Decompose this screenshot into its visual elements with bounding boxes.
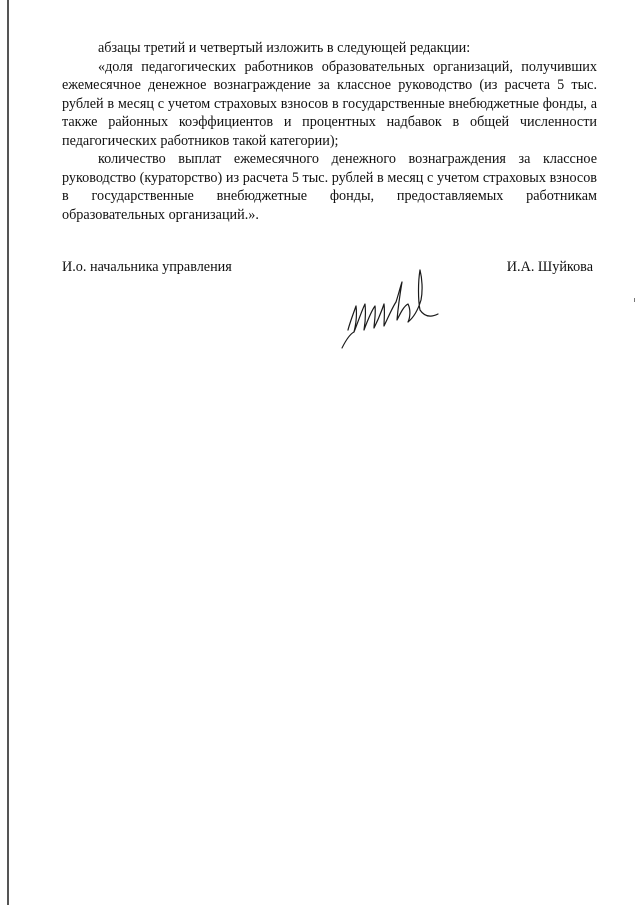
paragraph-number-of-payments: количество выплат ежемесячного денежного вознаграждения за классное руководство (кураторство) из расчета 5 тыс. рублей в месяц с учетом страховых взносов в государственные внебюджетные фонды, предоставляемых работникам образовательных организаций.». (62, 151, 597, 223)
paragraph-share-of-teachers: «доля педагогических работников образовательных организаций, получивших ежемесячное денежное вознаграждение за классное руководство (из расчета 5 тыс. рублей в месяц с учетом страховых взносов в государственные внебюджетные фонды, а также районных коэффициентов и процентных надбавок в общей численности педагогических работников такой категории); (62, 58, 597, 149)
signature-block (62, 258, 597, 358)
signer-name: И.А. Шуйкова (506, 259, 593, 275)
paragraph-amendment-intro: абзацы третий и четвертый изложить в следующей редакции: (98, 40, 471, 56)
document-body (62, 39, 597, 224)
handwritten-signature (334, 260, 454, 356)
scan-right-edge-mark (634, 298, 635, 302)
scan-left-edge-line (7, 0, 9, 905)
signer-position: И.о. начальника управления (62, 259, 232, 275)
